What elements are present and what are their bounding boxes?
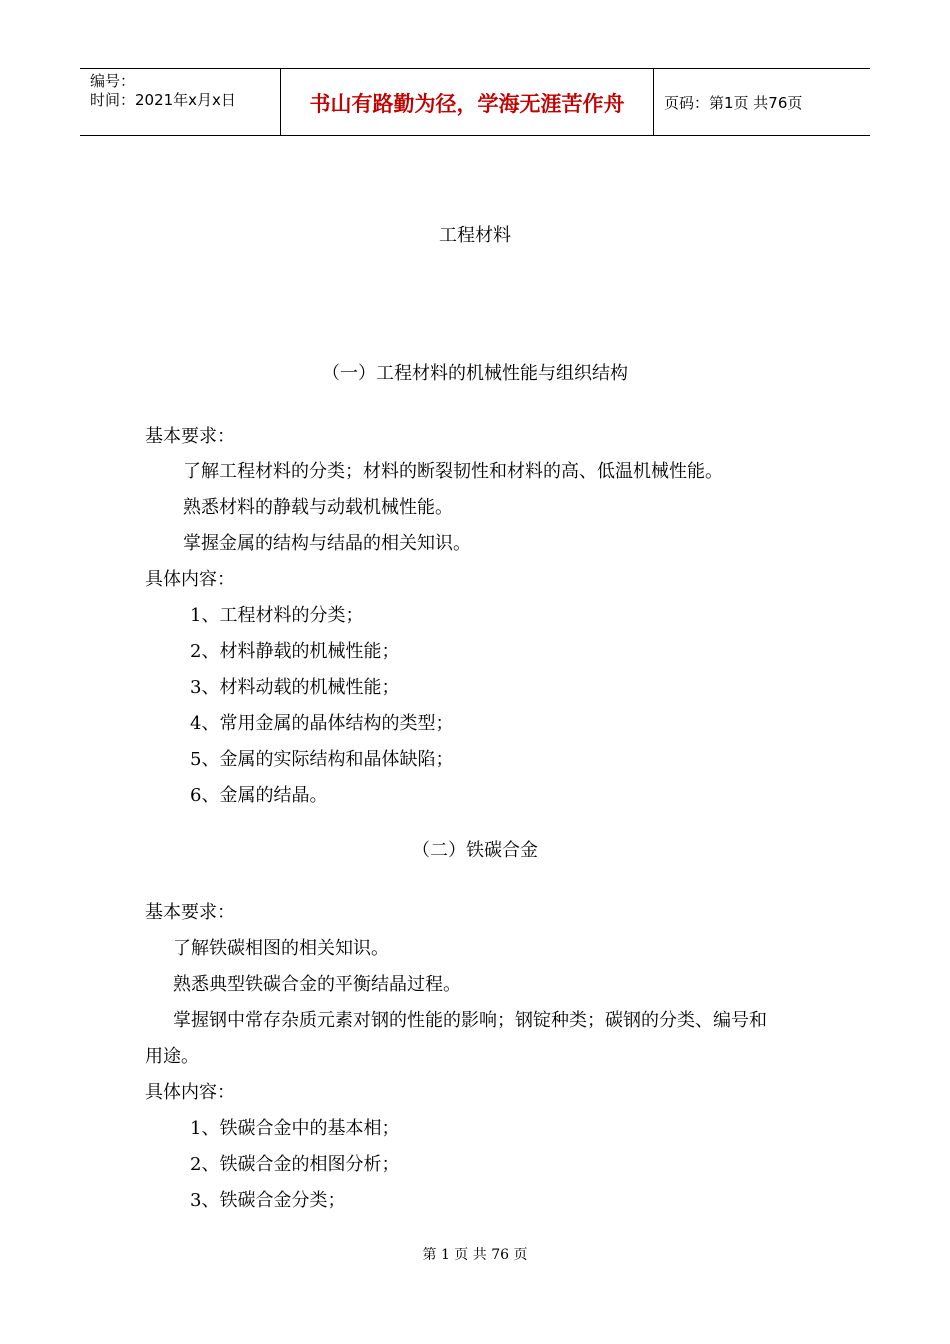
section-2-basic-item: 掌握钢中常存杂质元素对钢的性能的影响；钢锭种类；碳钢的分类、编号和	[173, 1010, 767, 1031]
section-1-content-item: 3、材料动载的机械性能；	[190, 677, 400, 698]
document-title: 工程材料	[439, 225, 511, 246]
section-2-content-item: 1、铁碳合金中的基本相；	[190, 1118, 400, 1139]
section-1-content-item: 1、工程材料的分类；	[190, 605, 364, 626]
section-1-content-label: 具体内容：	[145, 569, 235, 590]
section-2-basic-item: 了解铁碳相图的相关知识。	[173, 938, 389, 959]
section-2-content-label: 具体内容：	[145, 1082, 235, 1103]
serial-number-label: 编号：	[90, 72, 136, 90]
section-2-basic-item-continued: 用途。	[145, 1046, 199, 1067]
document-header	[80, 68, 870, 136]
date-label: 时间：2021年x月x日	[90, 91, 236, 109]
section-2-basic-item: 熟悉典型铁碳合金的平衡结晶过程。	[173, 974, 461, 995]
section-1-basic-item: 熟悉材料的静载与动载机械性能。	[183, 497, 453, 518]
section-2-heading: （二）铁碳合金	[412, 840, 538, 861]
page-info: 页码：第1页 共76页	[664, 94, 803, 112]
section-2-content-item: 2、铁碳合金的相图分析；	[190, 1154, 400, 1175]
section-1-basic-item: 掌握金属的结构与结晶的相关知识。	[183, 533, 471, 554]
page-footer: 第 1 页 共 76 页	[422, 1247, 528, 1263]
header-right-cell	[654, 69, 870, 135]
section-2-content-item: 3、铁碳合金分类；	[190, 1190, 346, 1211]
section-1-content-item: 4、常用金属的晶体结构的类型；	[190, 713, 454, 734]
section-1-basic-label: 基本要求：	[145, 426, 235, 447]
header-motto: 书山有路勤为径，学海无涯苦作舟	[309, 92, 625, 116]
header-motto-cell	[281, 69, 654, 135]
section-1-heading: （一）工程材料的机械性能与组织结构	[322, 363, 628, 384]
section-2-basic-label: 基本要求：	[145, 902, 235, 923]
section-1-content-item: 2、材料静载的机械性能；	[190, 641, 400, 662]
header-left-cell	[80, 69, 281, 135]
section-1-content-item: 6、金属的结晶。	[190, 785, 328, 806]
section-1-content-item: 5、金属的实际结构和晶体缺陷；	[190, 749, 454, 770]
section-1-basic-item: 了解工程材料的分类；材料的断裂韧性和材料的高、低温机械性能。	[183, 461, 723, 482]
